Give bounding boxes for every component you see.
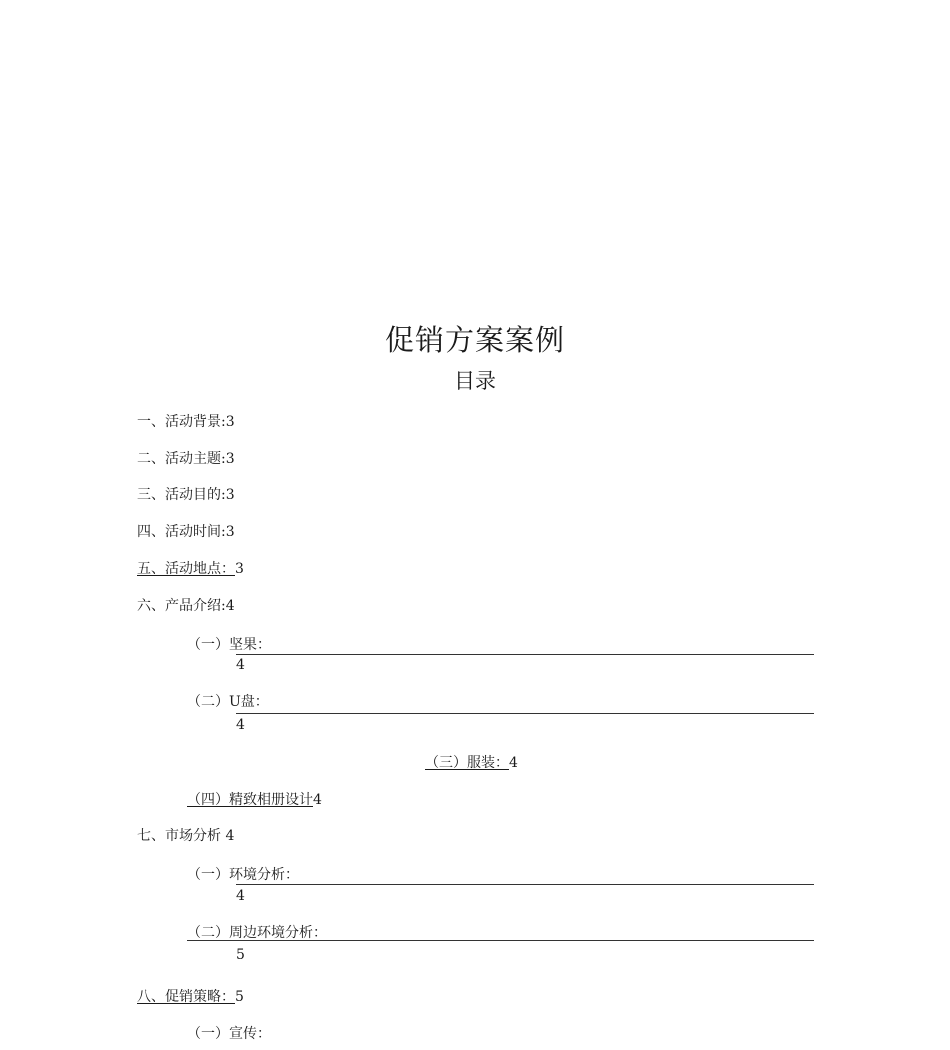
toc-entry-page: 3 xyxy=(235,561,244,577)
toc-entry-activity-location[interactable] xyxy=(137,560,244,578)
toc-entry-label: 五、活动地点： xyxy=(137,561,235,577)
toc-entry-label: （四）精致相册设计 xyxy=(187,792,313,808)
toc-entry-label: 一、活动背景:3 xyxy=(137,414,235,430)
toc-entry-label: 七、市场分析 4 xyxy=(137,828,235,844)
toc-leader-line xyxy=(236,884,814,885)
toc-entry-usb-drive[interactable] xyxy=(187,693,269,711)
toc-leader-line xyxy=(187,940,814,941)
toc-entry-page: 4 xyxy=(236,717,245,733)
toc-entry-page: 4 xyxy=(313,792,322,808)
toc-entry-page: 5 xyxy=(236,947,245,963)
toc-entry-promotion-strategy[interactable] xyxy=(137,988,244,1006)
toc-entry-activity-theme[interactable] xyxy=(137,450,235,468)
toc-entry-label: 三、活动目的:3 xyxy=(137,487,235,503)
toc-entry-page: 4 xyxy=(509,755,518,771)
toc-entry-page: 5 xyxy=(235,989,244,1005)
toc-leader-line xyxy=(236,654,814,655)
toc-entry-label: （一）环境分析： xyxy=(187,867,299,883)
toc-entry-label: 八、促销策略： xyxy=(137,989,235,1005)
toc-entry-label: 六、产品介绍:4 xyxy=(137,598,235,614)
toc-entry-label: 二、活动主题:3 xyxy=(137,451,235,467)
toc-entry-market-analysis[interactable] xyxy=(137,827,234,845)
document-title: 促销方案案例 xyxy=(384,323,565,357)
toc-entry-label: 四、活动时间:3 xyxy=(137,524,235,540)
toc-leader-line xyxy=(236,713,814,714)
toc-entry-nuts[interactable] xyxy=(187,636,271,654)
toc-entry-product-intro[interactable] xyxy=(137,597,235,615)
toc-entry-activity-time[interactable] xyxy=(137,523,235,541)
toc-entry-label: （一）坚果： xyxy=(187,637,271,653)
toc-entry-photo-album[interactable] xyxy=(187,791,322,809)
toc-entry-label: （二）周边环境分析： xyxy=(187,925,327,941)
toc-entry-label: （一）宣传： xyxy=(187,1026,271,1042)
toc-entry-page: 4 xyxy=(236,657,245,673)
toc-entry-publicity[interactable] xyxy=(187,1025,271,1043)
toc-heading: 目录 xyxy=(454,369,496,393)
toc-entry-environment-analysis[interactable] xyxy=(187,866,299,884)
toc-entry-activity-background[interactable] xyxy=(137,413,235,431)
toc-entry-label: （二）U盘： xyxy=(187,694,269,710)
toc-entry-clothing[interactable] xyxy=(425,754,518,772)
toc-entry-label: （三）服装： xyxy=(425,755,509,771)
toc-entry-activity-purpose[interactable] xyxy=(137,486,235,504)
toc-entry-page: 4 xyxy=(236,888,245,904)
